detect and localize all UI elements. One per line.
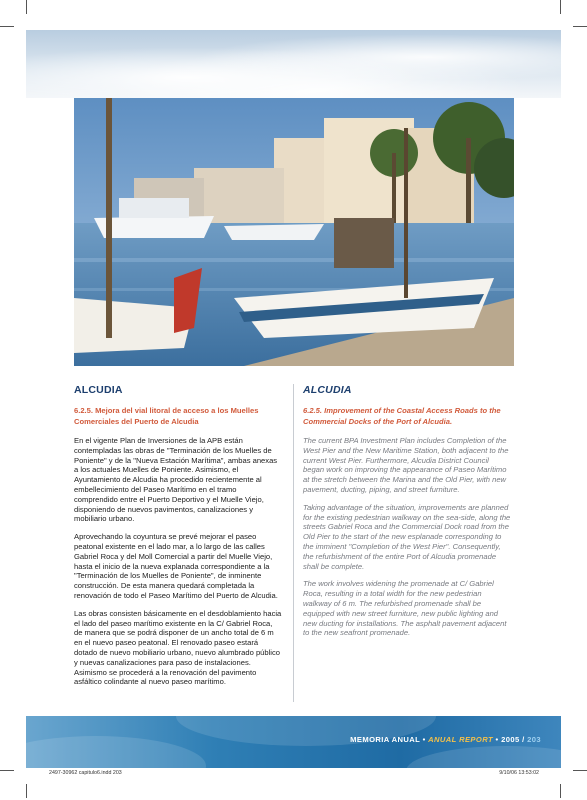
- section-subheading: 6.2.5. Mejora del vial litoral de acceso a los Muelles Comerciales del Puerto de Alcudia: [74, 406, 259, 426]
- footer-year: • 2005 /: [495, 735, 525, 744]
- sky-banner: [26, 30, 561, 98]
- page-number: 203: [527, 735, 541, 744]
- column-divider: [293, 384, 294, 702]
- paragraph: Taking advantage of the situation, improvements are planned for the existing pedestrian walkway on the sea-side, along the streets Gabriel Roca and the Commercial Dock road from the Old Pier to the start of the new esplanade corresponding to the imminent "Completion of the West Pier". Consequently, the refurbishment of the entire Port of Alcudia promenade shall be complete.: [303, 502, 511, 571]
- paragraph: The work involves widening the promenade at C/ Gabriel Roca, resulting in a total width for the new pedestrian walkway of 6 m. The refurbished promenade shall be equipped with new street furniture, new public lighting and new ducting for installations. The asphalt pavement adjacent to the new seafront promenade.: [303, 579, 507, 638]
- paragraph: Aprovechando la coyuntura se prevé mejorar el paseo peatonal existente en el lado mar, a lo largo de las calles Gabriel Roca y del Moll Comercial a partir del Muelle Viejo, hasta el inicio de la nueva explanada correspondiente a la "Terminación de los Muelles de Poniente", de inminente construcción. De esta manera quedará completada la renovación de todo el Paseo Marítimo del Puerto de Alcudia.: [74, 532, 278, 600]
- english-column: [303, 384, 511, 646]
- section-heading: ALCUDIA: [74, 384, 123, 396]
- crop-mark: [26, 784, 27, 798]
- crop-mark: [0, 26, 14, 27]
- paragraph: En el vigente Plan de Inversiones de la APB están contempladas las obras de "Terminación de los Muelles de Poniente" y de la "Nueva Estación Marítima", ambas anexas a los actuales Muelles de Poniente. Asimismo, el Ayuntamiento de Alcudia ha procedido recientemente al embellecimiento del Paseo Marítimo en el tramo comprendido entre el Puerto Deportivo y el Muelle Viejo, disponiendo de nuevos pavimentos, canalizaciones y mobiliario urbano.: [74, 436, 278, 524]
- spanish-column: [74, 384, 282, 695]
- paragraph: Las obras consisten básicamente en el desdoblamiento hacia el lado del paseo marítimo existente en la C/ Gabriel Roca, de manera que se podrá disponer de un ancho total de 6 m en el nuevo paseo peatonal. El renovado paseo estará dotado de nuevo mobiliario urbano, nuevo alumbrado público y nuevas canalizaciones para paso de instalaciones. Asimismo se procederá a la renovación del pavimento asfáltico colindante al nuevo paseo marítimo.: [74, 608, 282, 687]
- footer-memoria: MEMORIA ANUAL •: [350, 735, 426, 744]
- timestamp-slug: 9/10/06 13:53:02: [499, 770, 539, 776]
- harbor-photo: [74, 98, 514, 366]
- crop-mark: [0, 770, 14, 771]
- footer-annual-report: ANUAL REPORT: [428, 735, 493, 744]
- footer-band: [26, 716, 561, 768]
- file-slug: 2497-30962 capitulo6.indd 203: [49, 770, 122, 776]
- paragraph: The current BPA Investment Plan includes Completion of the West Pier and the New Maritime Station, both adjacent to the current West Pier. Furthermore, Alcudia District Council began work on improving the appearance of Paseo Marítimo at the stretch between the Marina and the Old Pier, with new pavement, ducting, piping, and street furniture.: [303, 436, 509, 494]
- wave-decoration: [26, 736, 206, 768]
- crop-mark: [573, 26, 587, 27]
- footer-caption: [350, 735, 541, 744]
- section-heading: ALCUDIA: [303, 384, 352, 396]
- section-subheading: 6.2.5. Improvement of the Coastal Access Roads to the Commercial Docks of the Port of Alcudia.: [303, 406, 501, 426]
- crop-mark: [26, 0, 27, 14]
- crop-mark: [573, 770, 587, 771]
- crop-mark: [560, 784, 561, 798]
- crop-mark: [560, 0, 561, 14]
- wave-decoration: [406, 746, 561, 768]
